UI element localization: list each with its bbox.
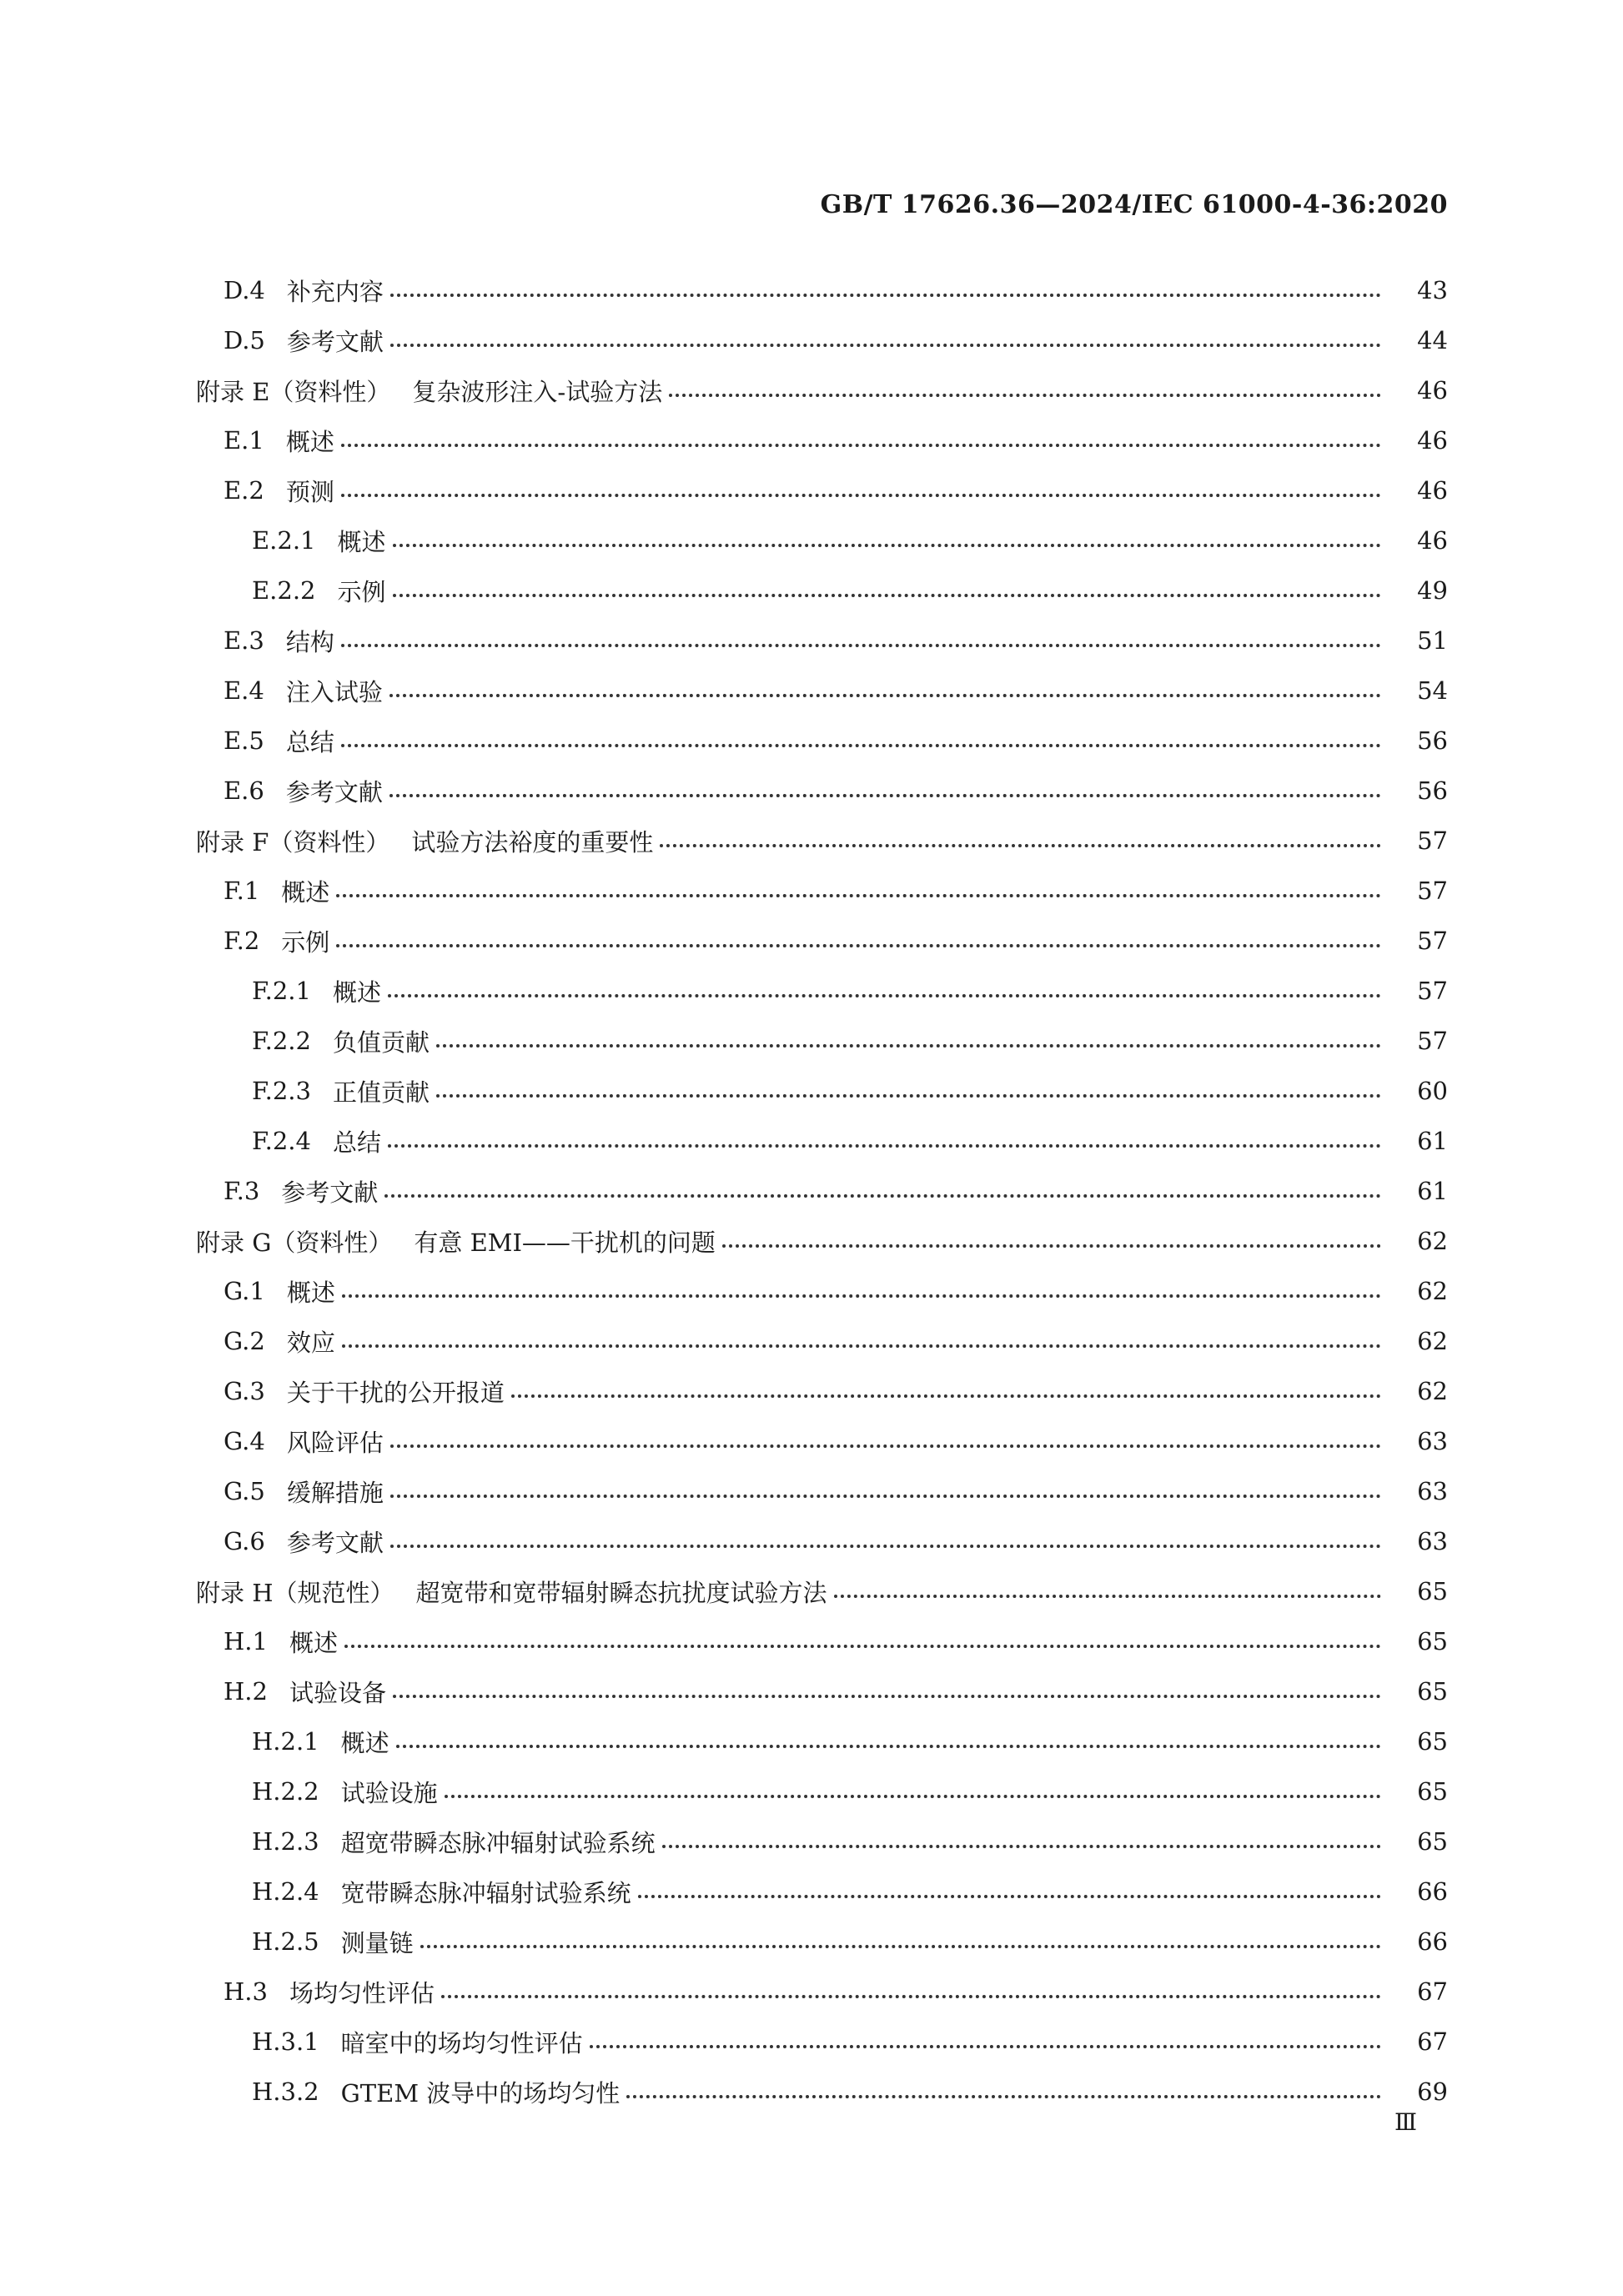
- toc-entry-title: 超宽带和宽带辐射瞬态抗扰度试验方法: [415, 1578, 827, 1607]
- toc-entry-number: G.6: [224, 1527, 265, 1555]
- toc-entry-page: 56: [1417, 776, 1448, 805]
- toc-entry-page: 65: [1417, 1577, 1448, 1605]
- toc-entry-title: 概述: [289, 1628, 338, 1657]
- dot-leader: [388, 1144, 1381, 1148]
- toc-entry[interactable]: [0, 515, 1623, 565]
- dot-leader: [441, 1995, 1381, 1998]
- toc-entry-number: E.1: [224, 426, 264, 455]
- dot-leader: [393, 594, 1381, 597]
- toc-entry-page: 65: [1417, 1777, 1448, 1806]
- dot-leader: [341, 644, 1381, 647]
- toc-entry-page: 66: [1417, 1877, 1448, 1906]
- toc-entry-number: E.2.1: [252, 526, 316, 555]
- toc-entry-number: E.3: [224, 626, 264, 655]
- toc-entry-label: [224, 1324, 335, 1359]
- dot-leader: [390, 294, 1381, 297]
- toc-entry-title: 示例: [337, 577, 386, 606]
- toc-entry-page: 51: [1417, 626, 1448, 655]
- toc-entry-label: [252, 1825, 656, 1859]
- dot-leader: [389, 694, 1381, 697]
- toc-entry-page: 57: [1417, 877, 1448, 905]
- toc-entry-number: F.2.1: [252, 977, 311, 1005]
- toc-entry-title: 总结: [285, 727, 334, 756]
- table-of-contents: [0, 265, 1623, 2117]
- toc-entry[interactable]: [0, 1016, 1623, 1066]
- dot-leader: [390, 344, 1381, 347]
- toc-entry[interactable]: [0, 1166, 1623, 1216]
- toc-entry-number: 附录 G（资料性）: [196, 1228, 393, 1257]
- toc-entry[interactable]: [0, 265, 1623, 315]
- toc-entry-page: 44: [1417, 326, 1448, 354]
- toc-entry-page: 65: [1417, 1827, 1448, 1856]
- toc-entry-number: H.3: [224, 1977, 268, 2006]
- toc-entry-label: [252, 1124, 381, 1158]
- toc-entry-title: 负值贡献: [332, 1027, 430, 1057]
- toc-entry-number: E.6: [224, 776, 264, 805]
- dot-leader: [662, 1845, 1381, 1848]
- toc-entry-label: [224, 874, 329, 908]
- toc-entry-title: 缓解措施: [286, 1478, 384, 1507]
- dot-leader: [660, 844, 1381, 847]
- toc-entry[interactable]: [0, 716, 1623, 766]
- toc-entry-number: G.3: [224, 1377, 265, 1405]
- toc-entry[interactable]: [0, 315, 1623, 365]
- dot-leader: [445, 1795, 1381, 1798]
- toc-entry-title: 参考文献: [281, 1178, 379, 1207]
- toc-entry-number: F.2.2: [252, 1027, 311, 1055]
- dot-leader: [336, 894, 1381, 897]
- toc-entry[interactable]: [0, 1766, 1623, 1816]
- toc-entry-label: [252, 1725, 389, 1759]
- toc-entry-number: F.2.4: [252, 1127, 311, 1155]
- toc-entry-label: [196, 824, 653, 858]
- toc-entry-label: [224, 674, 383, 708]
- toc-entry-label: [252, 574, 386, 608]
- dot-leader: [396, 1745, 1381, 1748]
- toc-entry[interactable]: [0, 565, 1623, 615]
- toc-entry-title: 概述: [281, 877, 330, 907]
- toc-entry-title: GTEM 波导中的场均匀性: [340, 2078, 621, 2108]
- dot-leader: [341, 444, 1381, 447]
- page-number: Ⅲ: [1394, 2108, 1416, 2136]
- toc-entry-number: 附录 E（资料性）: [196, 377, 391, 406]
- toc-entry[interactable]: [0, 1516, 1623, 1566]
- toc-entry[interactable]: [0, 1866, 1623, 1917]
- dot-leader: [342, 1294, 1381, 1298]
- toc-entry-page: 49: [1417, 576, 1448, 605]
- toc-entry-number: 附录 H（规范性）: [196, 1578, 394, 1607]
- toc-entry-number: H.3.2: [252, 2077, 319, 2106]
- toc-entry-title: 测量链: [340, 1928, 414, 1957]
- toc-entry-page: 69: [1417, 2077, 1448, 2106]
- toc-entry[interactable]: [0, 1316, 1623, 1366]
- dot-leader: [390, 1444, 1381, 1448]
- toc-entry-page: 57: [1417, 826, 1448, 855]
- toc-entry-page: 62: [1417, 1377, 1448, 1405]
- toc-entry-label: [224, 324, 384, 358]
- toc-entry-number: G.2: [224, 1327, 265, 1355]
- toc-entry-page: 56: [1417, 726, 1448, 755]
- toc-entry[interactable]: [0, 1566, 1623, 1616]
- toc-entry[interactable]: [0, 966, 1623, 1016]
- toc-entry-number: H.2.3: [252, 1827, 319, 1856]
- toc-entry-page: 63: [1417, 1527, 1448, 1555]
- toc-entry-title: 概述: [332, 977, 381, 1007]
- toc-entry[interactable]: [0, 1816, 1623, 1866]
- toc-entry-label: [224, 1625, 338, 1659]
- toc-entry-label: [252, 2075, 620, 2109]
- toc-entry-page: 46: [1417, 426, 1448, 455]
- toc-entry-title: 风险评估: [286, 1428, 384, 1457]
- toc-entry[interactable]: [0, 666, 1623, 716]
- toc-entry-number: G.5: [224, 1477, 265, 1505]
- toc-entry-label: [224, 1374, 505, 1409]
- toc-entry-label: [224, 1174, 378, 1208]
- toc-entry-page: 66: [1417, 1927, 1448, 1956]
- dot-leader: [389, 794, 1381, 797]
- toc-entry-number: H.2.2: [252, 1777, 319, 1806]
- dot-leader: [590, 2045, 1381, 2048]
- toc-entry-label: [196, 1575, 827, 1609]
- toc-entry-label: [224, 474, 334, 508]
- toc-entry-number: E.2.2: [252, 576, 316, 605]
- toc-entry[interactable]: [0, 1466, 1623, 1516]
- toc-entry-title: 注入试验: [285, 677, 383, 706]
- toc-entry-title: 补充内容: [286, 277, 384, 306]
- dot-leader: [834, 1595, 1381, 1598]
- toc-entry-label: [196, 1224, 716, 1259]
- toc-entry[interactable]: [0, 916, 1623, 966]
- toc-entry-page: 46: [1417, 526, 1448, 555]
- toc-entry-page: 63: [1417, 1477, 1448, 1505]
- toc-entry-page: 67: [1417, 2027, 1448, 2056]
- toc-entry-page: 60: [1417, 1077, 1448, 1105]
- toc-entry-label: [252, 974, 381, 1008]
- toc-entry-title: 概述: [337, 527, 386, 556]
- toc-entry-label: [224, 724, 334, 758]
- dot-leader: [638, 1895, 1381, 1898]
- toc-entry-page: 62: [1417, 1277, 1448, 1305]
- dot-leader: [393, 544, 1381, 547]
- toc-entry-page: 54: [1417, 676, 1448, 705]
- toc-entry-page: 62: [1417, 1227, 1448, 1255]
- toc-entry-number: E.5: [224, 726, 264, 755]
- standard-number-header: GB/T 17626.36—2024/IEC 61000-4-36:2020: [820, 190, 1448, 219]
- toc-entry-title: 概述: [286, 1278, 335, 1307]
- toc-entry[interactable]: [0, 1716, 1623, 1766]
- toc-entry-title: 参考文献: [286, 1528, 384, 1557]
- toc-entry-number: D.5: [224, 326, 265, 354]
- toc-entry[interactable]: [0, 365, 1623, 415]
- toc-entry-page: 67: [1417, 1977, 1448, 2006]
- toc-entry-label: [224, 274, 384, 308]
- toc-entry-title: 正值贡献: [332, 1078, 430, 1107]
- toc-entry-label: [224, 924, 329, 958]
- toc-entry[interactable]: [0, 1917, 1623, 1967]
- toc-entry-label: [224, 1525, 384, 1559]
- toc-entry-page: 57: [1417, 1027, 1448, 1055]
- toc-entry-number: H.2.1: [252, 1727, 319, 1756]
- toc-entry[interactable]: [0, 2067, 1623, 2117]
- toc-entry-number: H.2: [224, 1677, 268, 1706]
- toc-entry-number: G.4: [224, 1427, 265, 1455]
- toc-entry-label: [224, 1675, 386, 1709]
- toc-entry-label: [224, 624, 334, 658]
- toc-entry-label: [224, 774, 383, 808]
- toc-entry-label: [224, 1274, 335, 1309]
- dot-leader: [384, 1194, 1381, 1198]
- toc-entry-page: 61: [1417, 1127, 1448, 1155]
- toc-entry-page: 65: [1417, 1627, 1448, 1655]
- toc-entry-number: H.2.5: [252, 1927, 319, 1956]
- toc-entry-label: [252, 2025, 583, 2059]
- toc-entry-title: 参考文献: [285, 777, 383, 806]
- toc-entry[interactable]: [0, 1366, 1623, 1416]
- toc-entry-number: G.1: [224, 1277, 265, 1305]
- toc-entry-label: [196, 374, 662, 408]
- toc-entry-label: [252, 524, 386, 558]
- toc-entry[interactable]: [0, 1616, 1623, 1666]
- toc-entry-label: [224, 1975, 435, 2009]
- toc-entry-label: [252, 1074, 430, 1108]
- dot-leader: [436, 1044, 1381, 1048]
- toc-entry-title: 超宽带瞬态脉冲辐射试验系统: [340, 1828, 656, 1857]
- dot-leader: [336, 944, 1381, 947]
- toc-entry-page: 63: [1417, 1427, 1448, 1455]
- toc-entry[interactable]: [0, 1967, 1623, 2017]
- toc-entry-number: F.2.3: [252, 1077, 311, 1105]
- toc-entry-number: H.2.4: [252, 1877, 319, 1906]
- dot-leader: [390, 1495, 1381, 1498]
- dot-leader: [341, 744, 1381, 747]
- toc-entry[interactable]: [0, 1666, 1623, 1716]
- toc-entry-page: 57: [1417, 927, 1448, 955]
- toc-entry[interactable]: [0, 816, 1623, 866]
- toc-entry-number: H.1: [224, 1627, 268, 1655]
- toc-entry-label: [252, 1925, 414, 1959]
- toc-entry[interactable]: [0, 1116, 1623, 1166]
- toc-entry-label: [224, 1475, 384, 1509]
- toc-entry-page: 62: [1417, 1327, 1448, 1355]
- toc-entry-title: 结构: [285, 627, 334, 656]
- toc-entry-title: 关于干扰的公开报道: [286, 1378, 505, 1407]
- toc-entry-title: 试验设备: [289, 1678, 386, 1707]
- toc-entry-title: 参考文献: [286, 327, 384, 356]
- toc-entry[interactable]: [0, 1216, 1623, 1266]
- toc-entry-page: 46: [1417, 376, 1448, 404]
- dot-leader: [344, 1645, 1381, 1648]
- toc-entry[interactable]: [0, 2017, 1623, 2067]
- toc-entry-title: 场均匀性评估: [289, 1978, 435, 2007]
- dot-leader: [511, 1394, 1381, 1398]
- dot-leader: [341, 494, 1381, 497]
- toc-entry-title: 概述: [285, 427, 334, 456]
- dot-leader: [342, 1344, 1381, 1348]
- toc-entry[interactable]: [0, 766, 1623, 816]
- toc-entry-title: 暗室中的场均匀性评估: [340, 2028, 583, 2057]
- toc-entry-title: 效应: [286, 1328, 335, 1357]
- dot-leader: [626, 2095, 1381, 2098]
- toc-entry-title: 总结: [332, 1128, 381, 1157]
- toc-entry-title: 试验设施: [340, 1778, 438, 1807]
- toc-entry-page: 57: [1417, 977, 1448, 1005]
- toc-entry-title: 有意 EMI——干扰机的问题: [414, 1228, 716, 1257]
- toc-entry-page: 46: [1417, 476, 1448, 505]
- toc-entry[interactable]: [0, 1416, 1623, 1466]
- toc-entry-label: [252, 1875, 631, 1909]
- toc-entry-title: 示例: [281, 927, 330, 957]
- toc-entry[interactable]: [0, 465, 1623, 515]
- toc-entry-number: F.3: [224, 1177, 260, 1205]
- toc-entry-number: E.4: [224, 676, 264, 705]
- toc-entry-page: 43: [1417, 276, 1448, 304]
- toc-entry-label: [224, 1424, 384, 1459]
- toc-entry-label: [252, 1775, 438, 1809]
- toc-entry-label: [252, 1024, 430, 1058]
- dot-leader: [669, 394, 1381, 397]
- dot-leader: [393, 1695, 1381, 1698]
- toc-entry-number: F.1: [224, 877, 260, 905]
- toc-entry-title: 预测: [285, 477, 334, 506]
- toc-entry-page: 65: [1417, 1727, 1448, 1756]
- dot-leader: [420, 1945, 1381, 1948]
- toc-entry[interactable]: [0, 866, 1623, 916]
- toc-entry[interactable]: [0, 415, 1623, 465]
- toc-entry[interactable]: [0, 1266, 1623, 1316]
- toc-entry-number: D.4: [224, 276, 265, 304]
- toc-entry-number: 附录 F（资料性）: [196, 827, 390, 857]
- toc-entry-label: [224, 424, 334, 458]
- dot-leader: [388, 994, 1381, 997]
- toc-entry-title: 概述: [340, 1728, 389, 1757]
- toc-entry-number: F.2: [224, 927, 260, 955]
- toc-entry-page: 65: [1417, 1677, 1448, 1706]
- toc-entry[interactable]: [0, 1066, 1623, 1116]
- toc-entry-number: H.3.1: [252, 2027, 319, 2056]
- toc-entry-page: 61: [1417, 1177, 1448, 1205]
- toc-entry-title: 宽带瞬态脉冲辐射试验系统: [340, 1878, 631, 1907]
- dot-leader: [436, 1094, 1381, 1098]
- toc-entry-number: E.2: [224, 476, 264, 505]
- dot-leader: [390, 1545, 1381, 1548]
- toc-entry-title: 试验方法裕度的重要性: [411, 827, 654, 857]
- dot-leader: [722, 1244, 1381, 1248]
- toc-entry-title: 复杂波形注入-试验方法: [412, 377, 663, 406]
- toc-entry[interactable]: [0, 615, 1623, 666]
